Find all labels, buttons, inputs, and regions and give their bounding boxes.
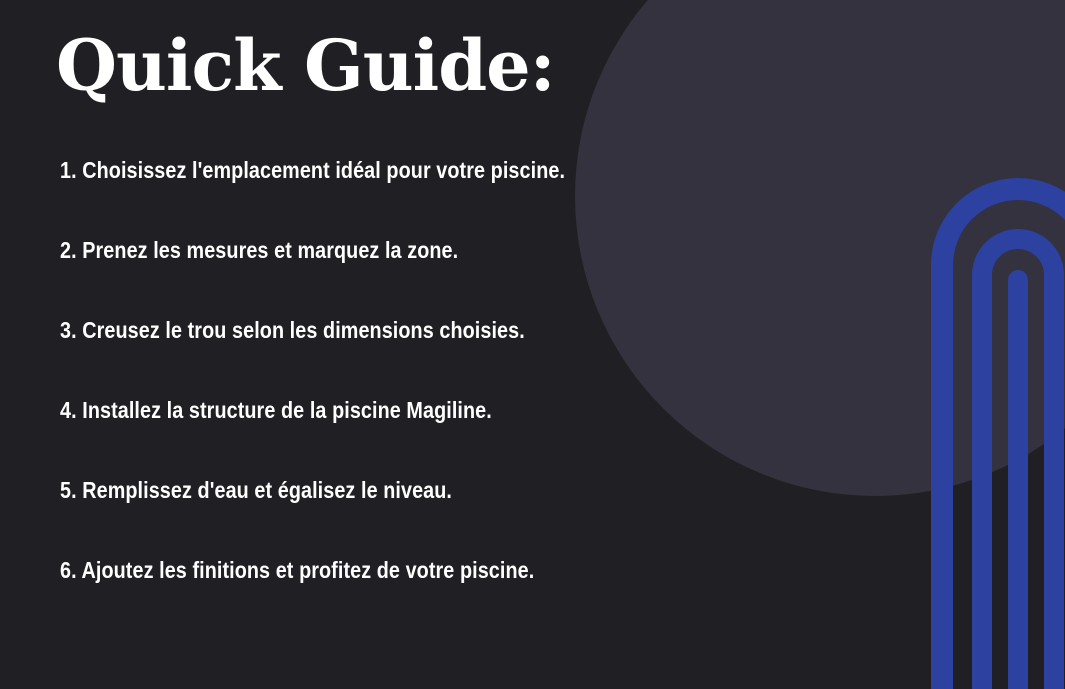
- step-item: 5. Remplissez d'eau et égalisez le niveau.: [60, 477, 452, 503]
- step-item: 3. Creusez le trou selon les dimensions choisies.: [60, 317, 525, 343]
- steps-list: [60, 150, 647, 630]
- step-item: 2. Prenez les mesures et marquez la zone.: [60, 237, 459, 263]
- step-item: 1. Choisissez l'emplacement idéal pour votre piscine.: [60, 157, 566, 183]
- step-item: 4. Installez la structure de la piscine Magiline.: [60, 397, 492, 423]
- page-title: Quick Guide:: [56, 24, 555, 107]
- step-item: 6. Ajoutez les finitions et profitez de votre piscine.: [60, 557, 535, 583]
